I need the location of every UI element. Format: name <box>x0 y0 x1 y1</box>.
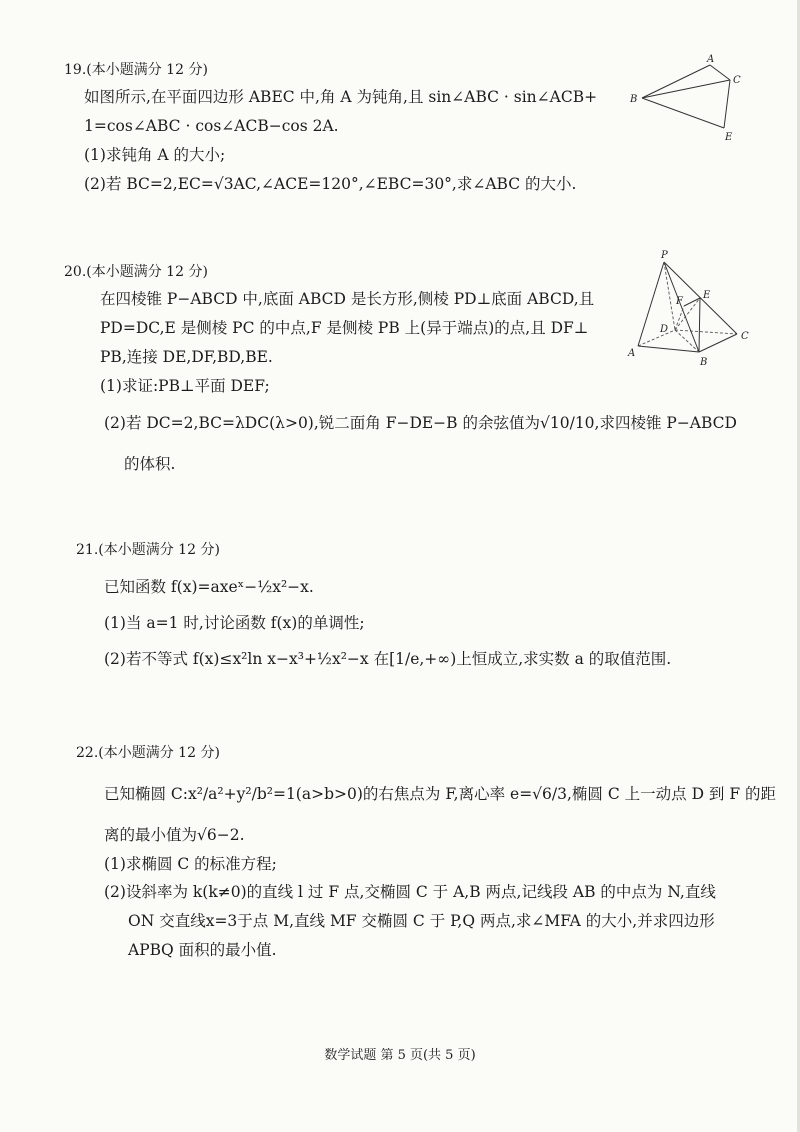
vertex-label-d: D <box>660 324 669 335</box>
vertex-label-a: A <box>707 54 715 65</box>
vertex-label-a: A <box>628 348 636 359</box>
question-21-part1: (1)当 a=1 时,讨论函数 f(x)的单调性; <box>104 614 365 632</box>
question-22-part2-line2: ON 交直线x=3于点 M,直线 MF 交椭圆 C 于 P,Q 两点,求∠MFA 的大小,并求四边形 <box>128 912 715 930</box>
question-19-part2: (2)若 BC=2,EC=√3AC,∠ACE=120°,∠EBC=30°,求∠ABC 的大小. <box>84 175 577 193</box>
question-20-part1: (1)求证:PB⊥平面 DEF; <box>100 377 270 395</box>
page-footer: 数学试题 第 5 页(共 5 页) <box>324 1048 476 1063</box>
question-22-part2-line3: APBQ 面积的最小值. <box>128 941 277 959</box>
question-22-part2-line1: (2)设斜率为 k(k≠0)的直线 l 过 F 点,交椭圆 C 于 A,B 两点,记线段 AB 的中点为 N,直线 <box>104 883 716 901</box>
vertex-label-p: P <box>661 250 668 261</box>
vertex-label-c: C <box>733 75 741 86</box>
vertex-label-b: B <box>700 357 708 368</box>
question-21-header: 21.(本小题满分 12 分) <box>76 542 220 558</box>
question-20-header: 20.(本小题满分 12 分) <box>64 264 208 280</box>
question-20-stem-line1: 在四棱锥 P−ABCD 中,底面 ABCD 是长方形,侧棱 PD⊥底面 ABCD,且 <box>100 290 595 308</box>
quadrilateral-abec-figure <box>628 52 748 144</box>
question-20-part2-cont: 的体积. <box>124 455 176 473</box>
question-19-stem-line2: 1=cos∠ABC · cos∠ACB−cos 2A. <box>84 117 339 135</box>
question-22-header: 22.(本小题满分 12 分) <box>76 745 220 761</box>
question-22-stem-line2: 离的最小值为√6−2. <box>104 826 245 844</box>
vertex-label-c: C <box>741 331 749 342</box>
question-19-stem-line1: 如图所示,在平面四边形 ABEC 中,角 A 为钝角,且 sin∠ABC · sin∠ACB+ <box>84 88 598 106</box>
question-19-header: 19.(本小题满分 12 分) <box>64 62 208 78</box>
question-21-part2: (2)若不等式 f(x)≤x²ln x−x³+½x²−x 在[1/e,+∞)上恒成立,求实数 a 的取值范围. <box>104 650 672 668</box>
question-22-stem-line1: 已知椭圆 C:x²/a²+y²/b²=1(a>b>0)的右焦点为 F,离心率 e=√6/3,椭圆 C 上一动点 D 到 F 的距 <box>104 785 777 803</box>
vertex-label-f: F <box>676 296 683 307</box>
vertex-label-e: E <box>725 132 733 143</box>
vertex-label-b: B <box>630 94 638 105</box>
pyramid-p-abcd-figure <box>620 248 760 372</box>
question-22-part1: (1)求椭圆 C 的标准方程; <box>104 855 277 873</box>
question-21-stem: 已知函数 f(x)=axeˣ−½x²−x. <box>104 578 314 596</box>
question-20-part2: (2)若 DC=2,BC=λDC(λ>0),锐二面角 F−DE−B 的余弦值为√10/10,求四棱锥 P−ABCD <box>104 414 737 432</box>
question-20-stem-line3: PB,连接 DE,DF,BD,BE. <box>100 348 273 366</box>
question-19-part1: (1)求钝角 A 的大小; <box>84 146 226 164</box>
question-20-stem-line2: PD=DC,E 是侧棱 PC 的中点,F 是侧棱 PB 上(异于端点)的点,且 DF⊥ <box>100 319 589 337</box>
vertex-label-e: E <box>703 290 711 301</box>
